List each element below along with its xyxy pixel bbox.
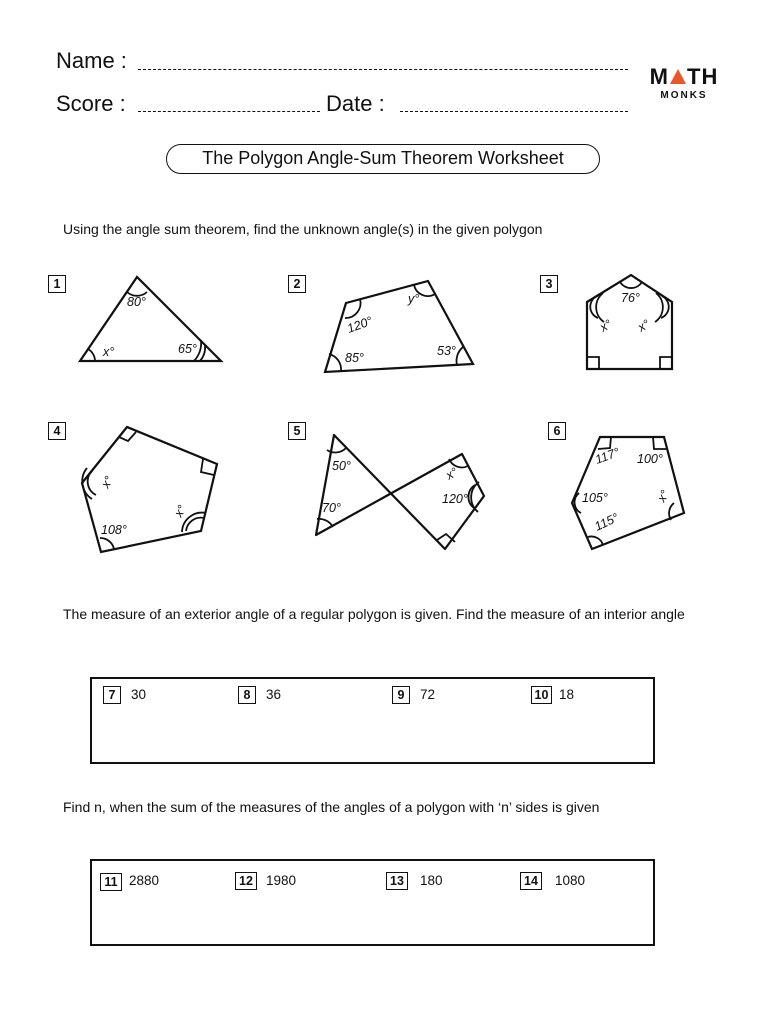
angle-label: 100° <box>637 452 663 466</box>
section1-instruction: Using the angle sum theorem, find the unknown angle(s) in the given polygon <box>63 221 543 237</box>
section2-instruction: The measure of an exterior angle of a regular polygon is given. Find the measure of an interior angle <box>63 606 685 622</box>
question-value: 1980 <box>266 873 297 888</box>
question-value: 18 <box>559 687 575 702</box>
angle-label: x° <box>635 316 653 335</box>
angle-label: x° <box>654 487 673 505</box>
angle-label: 53° <box>437 344 456 358</box>
angle-label: 108° <box>101 523 127 537</box>
angle-label: 80° <box>127 295 146 309</box>
question-number: 13 <box>386 872 408 890</box>
problem-number: 5 <box>288 422 306 440</box>
question-value: 1080 <box>555 873 586 888</box>
question-value: 72 <box>420 687 436 702</box>
angle-label: 117° <box>593 445 622 467</box>
question-value: 2880 <box>129 873 160 888</box>
section3-instruction: Find n, when the sum of the measures of the angles of a polygon with ‘n’ sides is given <box>63 799 600 815</box>
question-number: 10 <box>531 686 552 704</box>
angle-label: 70° <box>322 501 341 515</box>
angle-label: 115° <box>592 510 621 534</box>
angle-label: x° <box>103 345 115 359</box>
question-number: 8 <box>238 686 256 704</box>
question-number: 11 <box>100 873 122 891</box>
problem-number: 4 <box>48 422 66 440</box>
problem-number: 6 <box>548 422 566 440</box>
logo-text-right: TH <box>687 64 719 89</box>
angle-label: x° <box>597 316 615 335</box>
angle-label: 76° <box>621 291 640 305</box>
worksheet-title: The Polygon Angle-Sum Theorem Worksheet <box>166 144 600 174</box>
score-label: Score : <box>56 91 126 116</box>
question-value: 30 <box>131 687 147 702</box>
angle-label: x° <box>98 473 117 491</box>
question-number: 9 <box>392 686 410 704</box>
name-label: Name : <box>56 48 127 73</box>
question-number: 14 <box>520 872 542 890</box>
angle-label: x° <box>171 502 190 520</box>
question-number: 7 <box>103 686 121 704</box>
angle-label: 50° <box>332 459 351 473</box>
question-value: 36 <box>266 687 282 702</box>
angle-label: 120° <box>442 492 468 506</box>
problem-number: 1 <box>48 275 66 293</box>
question-number: 12 <box>235 872 257 890</box>
problem-number: 3 <box>540 275 558 293</box>
question-value: 180 <box>420 873 443 888</box>
angle-label: 105° <box>582 491 608 505</box>
problem-number: 2 <box>288 275 306 293</box>
angle-label: 65° <box>178 342 197 356</box>
angle-label: 85° <box>345 351 364 365</box>
logo-subtext: MONKS <box>660 90 708 101</box>
date-label: Date : <box>326 91 385 116</box>
angle-label: x° <box>443 464 461 483</box>
angle-label: 120° <box>345 313 375 336</box>
logo-text-left: M <box>649 64 669 89</box>
angle-label: y° <box>408 292 420 306</box>
